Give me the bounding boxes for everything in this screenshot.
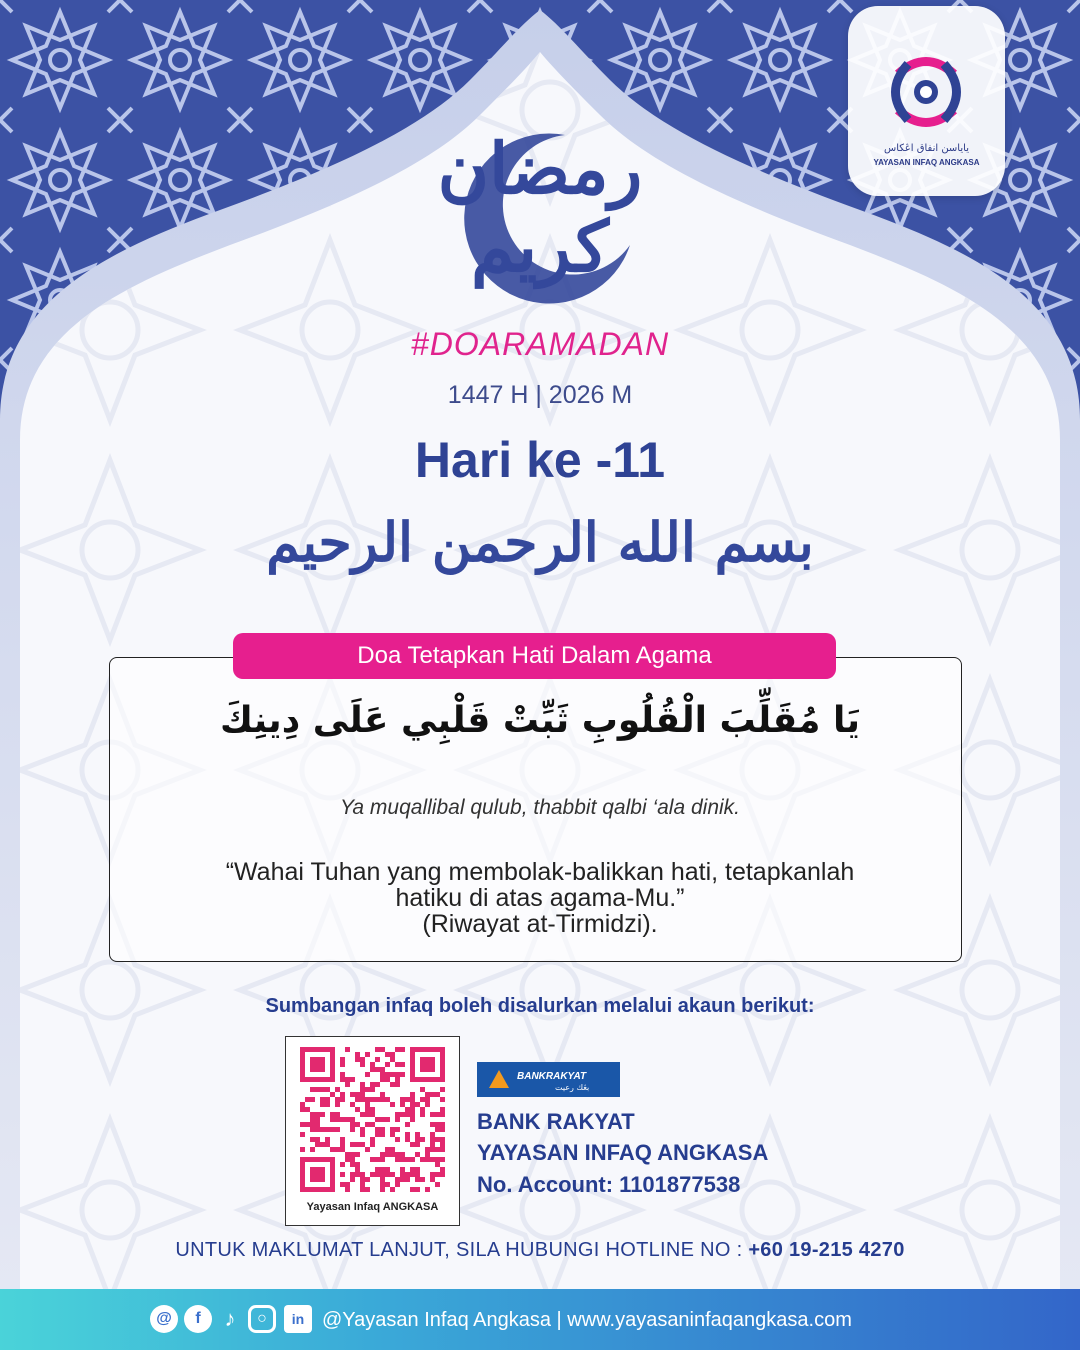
facebook-icon[interactable]: f xyxy=(184,1305,212,1333)
bank-logo-sub: بڠك رعيت xyxy=(555,1083,590,1092)
linkedin-icon[interactable]: in xyxy=(284,1305,312,1333)
footer-handle-website[interactable]: @Yayasan Infaq Angkasa | www.yayasaninfaqangkasa.com xyxy=(322,1309,852,1331)
logo-card xyxy=(848,6,1005,196)
account-name: YAYASAN INFAQ ANGKASA xyxy=(477,1140,769,1165)
bank-logo-mark-icon xyxy=(487,1068,511,1092)
qr-code-icon[interactable] xyxy=(300,1047,445,1192)
bank-name: BANK RAKYAT xyxy=(477,1109,635,1134)
ramadan-kareem-calligraphy: رمضان كريم xyxy=(437,127,643,288)
hotline-label: UNTUK MAKLUMAT LANJUT, SILA HUBUNGI HOTLINE NO : xyxy=(175,1239,749,1261)
instagram-icon[interactable]: ○ xyxy=(248,1305,276,1333)
doa-arabic-text: يَا مُقَلِّبَ الْقُلُوبِ ثَبِّتْ قَلْبِي عَلَى دِينِكَ xyxy=(219,700,861,741)
doa-meaning-line2: hatiku di atas agama-Mu.” xyxy=(395,884,685,912)
qr-card xyxy=(285,1036,460,1226)
yayasan-logo-icon xyxy=(878,44,974,140)
hotline-text xyxy=(0,1239,1080,1262)
doa-title-badge: Doa Tetapkan Hati Dalam Agama xyxy=(233,633,836,679)
hotline-number[interactable]: +60 19-215 4270 xyxy=(748,1239,905,1261)
threads-icon[interactable]: @ xyxy=(150,1305,178,1333)
doa-transliteration: Ya muqallibal qulub, thabbit qalbi ‘ala dinik. xyxy=(339,796,741,819)
doa-meaning-line1: “Wahai Tuhan yang membolak-balikkan hati, tetapkanlah xyxy=(225,858,855,886)
basmala-calligraphy: بسم الله الرحمن الرحيم xyxy=(266,510,814,574)
hashtag-title: #DOARAMADAN xyxy=(410,326,670,362)
bank-logo-text: BANKRAKYAT xyxy=(517,1071,587,1082)
logo-arabic-text: ياياسن انفاق اڠكاس xyxy=(884,143,969,154)
tiktok-icon[interactable]: ♪ xyxy=(224,1306,236,1331)
year-label: 1447 H | 2026 M xyxy=(447,381,633,409)
day-title: Hari ke -11 xyxy=(414,432,666,488)
logo-name-text: YAYASAN INFAQ ANGKASA xyxy=(873,158,980,167)
qr-label: Yayasan Infaq ANGKASA xyxy=(306,1201,439,1213)
donation-heading: Sumbangan infaq boleh disalurkan melalui akaun berikut: xyxy=(265,995,815,1017)
doa-source: (Riwayat at-Tirmidzi). xyxy=(422,910,658,938)
account-number: No. Account: 1101877538 xyxy=(477,1172,741,1197)
bank-rakyat-logo xyxy=(477,1062,620,1097)
doa-meaning xyxy=(0,859,1080,937)
